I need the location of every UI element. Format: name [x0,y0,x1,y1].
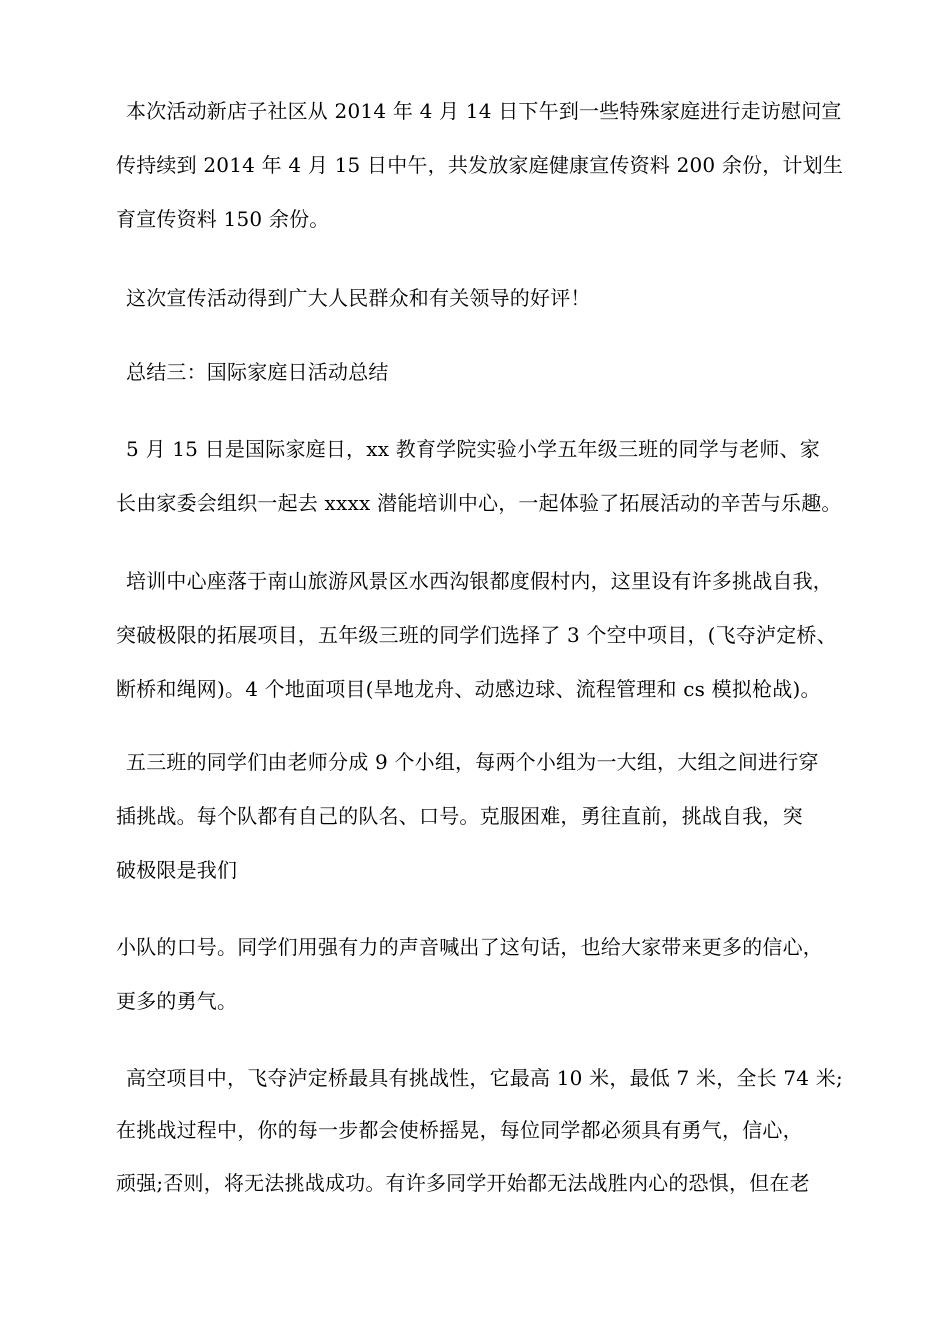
paragraph-5-line-3: 断桥和绳网)。4 个地面项目(旱地龙舟、动感边球、流程管理和 cs 模拟枪战)。 [116,677,821,701]
paragraph-8-line-1: 高空项目中，飞夺泸定桥最具有挑战性，它最高 10 米，最低 7 米，全长 74 米; [126,1066,843,1090]
paragraph-1-line-2: 传持续到 2014 年 4 月 15 日中午，共发放家庭健康宣传资料 200 余份，计划生 [116,153,844,177]
paragraph-4-line-1: 5 月 15 日是国际家庭日，xx 教育学院实验小学五年级三班的同学与老师、家 [126,437,820,461]
paragraph-6-line-2: 插挑战。每个队都有自己的队名、口号。克服困难，勇往直前，挑战自我，突 [116,804,803,828]
paragraph-5-line-2: 突破极限的拓展项目，五年级三班的同学们选择了 3 个空中项目，(飞夺泸定桥、 [116,623,837,647]
paragraph-2-line-1: 这次宣传活动得到广大人民群众和有关领导的好评！ [126,286,591,310]
paragraph-6-line-3: 破极限是我们 [116,858,238,882]
paragraph-1-line-3: 育宣传资料 150 余份。 [116,207,330,231]
paragraph-5-line-1: 培训中心座落于南山旅游风景区水西沟银都度假村内，这里设有许多挑战自我， [126,569,833,593]
paragraph-7-line-2: 更多的勇气。 [116,989,238,1013]
paragraph-7-line-1: 小队的口号。同学们用强有力的声音喊出了这句话，也给大家带来更多的信心， [116,935,823,959]
paragraph-6-line-1: 五三班的同学们由老师分成 9 个小组，每两个小组为一大组，大组之间进行穿 [126,750,819,774]
paragraph-8-line-2: 在挑战过程中，你的每一步都会使桥摇晃，每位同学都必须具有勇气，信心， [116,1118,803,1142]
section-heading: 总结三：国际家庭日活动总结 [126,360,389,384]
paragraph-1-line-1: 本次活动新店子社区从 2014 年 4 月 14 日下午到一些特殊家庭进行走访慰问宣 [126,99,842,123]
paragraph-8-line-3: 顽强;否则，将无法挑战成功。有许多同学开始都无法战胜内心的恐惧，但在老 [116,1171,810,1195]
paragraph-4-line-2: 长由家委会组织一起去 xxxx 潜能培训中心，一起体验了拓展活动的辛苦与乐趣。 [116,491,842,515]
